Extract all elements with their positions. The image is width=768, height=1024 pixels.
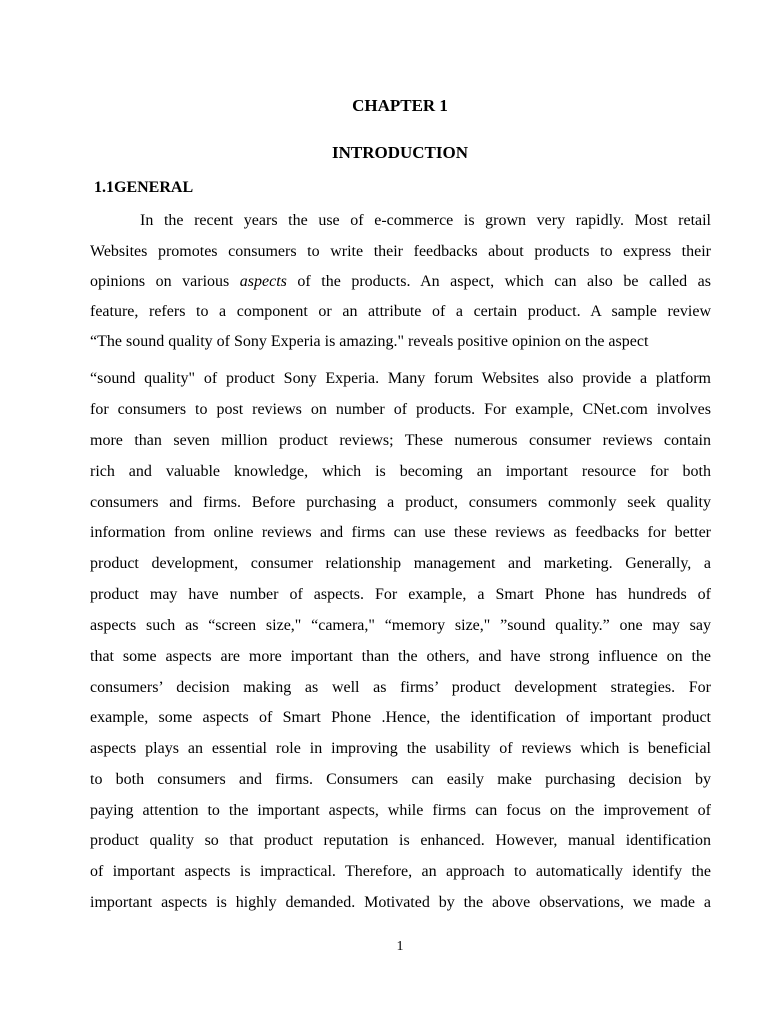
paragraph-line: rich and valuable knowledge, which is becoming an important resource for both <box>90 463 711 480</box>
chapter-title: INTRODUCTION <box>331 143 469 162</box>
paragraph-line <box>90 271 711 293</box>
paragraph-line: of important aspects is impractical. Therefore, an approach to automatically identify the <box>90 863 711 880</box>
paragraph-line: consumers’ decision making as well as firms’ product development strategies. For <box>90 679 711 696</box>
paragraph-line: product may have number of aspects. For example, a Smart Phone has hundreds of <box>90 586 711 603</box>
paragraph-line: consumers and firms. Before purchasing a product, consumers commonly seek quality <box>90 494 711 511</box>
page-number: 1 <box>396 939 404 954</box>
paragraph-line: product development, consumer relationship management and marketing. Generally, a <box>90 555 711 572</box>
paragraph-line: for consumers to post reviews on number of products. For example, CNet.com involves <box>90 401 711 418</box>
paragraph-line: information from online reviews and firms can use these reviews as feedbacks for better <box>90 524 711 541</box>
paragraph-line: “sound quality" of product Sony Experia. Many forum Websites also provide a platform <box>90 370 711 387</box>
chapter-number: CHAPTER 1 <box>352 96 448 115</box>
paragraph-line: more than seven million product reviews; These numerous consumer reviews contain <box>90 432 711 449</box>
paragraph-line: important aspects is highly demanded. Motivated by the above observations, we made a <box>90 894 711 911</box>
paragraph-line: aspects plays an essential role in improving the usability of reviews which is beneficial <box>90 740 711 757</box>
paragraph-line: In the recent years the use of e-commerce is grown very rapidly. Most retail <box>140 212 711 229</box>
paragraph-line: Websites promotes consumers to write their feedbacks about products to express their <box>90 243 711 260</box>
italic-term: aspects <box>239 273 287 290</box>
paragraph-line: example, some aspects of Smart Phone .Hence, the identification of important product <box>90 709 711 726</box>
paragraph-line: paying attention to the important aspects, while firms can focus on the improvement of <box>90 802 711 819</box>
paragraph-text: opinions on various <box>90 273 240 290</box>
paragraph-line: feature, refers to a component or an attribute of a certain product. A sample review <box>90 303 711 320</box>
paragraph-line: to both consumers and firms. Consumers can easily make purchasing decision by <box>90 771 711 788</box>
paragraph-text: of the products. An aspect, which can also be called as <box>286 273 712 290</box>
section-heading: 1.1GENERAL <box>94 179 194 196</box>
paragraph-line: “The sound quality of Sony Experia is amazing." reveals positive opinion on the aspect <box>90 333 649 350</box>
paragraph-line: product quality so that product reputation is enhanced. However, manual identification <box>90 832 711 849</box>
paragraph-line: that some aspects are more important than the others, and have strong influence on the <box>90 648 711 665</box>
paragraph-line: aspects such as “screen size," “camera," “memory size," ”sound quality.” one may say <box>90 617 711 634</box>
